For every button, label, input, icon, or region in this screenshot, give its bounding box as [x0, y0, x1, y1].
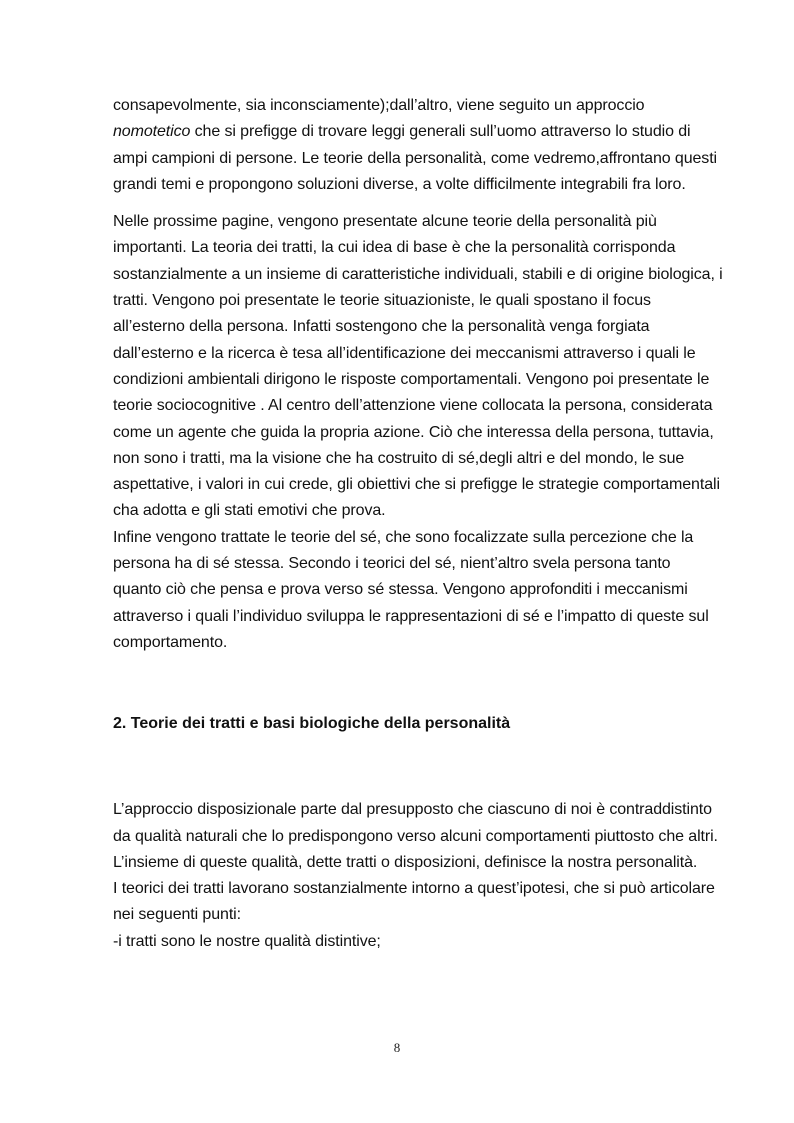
paragraph-1-text-b: che si prefigge di trovare leggi generali sull’uomo attraverso lo studio di ampi campioni di persone. Le teorie della personalità, come vedremo,affrontano questi grandi temi e propongono soluzioni diverse, a volte difficilmente integrabili fra loro.	[113, 123, 718, 193]
document-body	[113, 93, 723, 955]
paragraph-1	[113, 93, 723, 198]
paragraph-2: Nelle prossime pagine, vengono presentate alcune teorie della personalità più importanti. La teoria dei tratti, la cui idea di base è che la personalità corrisponda sostanzialmente a un insieme di caratteristiche individuali, stabili e di origine biologica, i tratti. Vengono poi presentate le teorie situazioniste, le quali spostano il focus all’esterno della persona. Infatti sostengono che la personalità venga forgiata dall’esterno e la ricerca è tesa all’identificazione dei meccanismi attraverso i quali le condizioni ambientali dirigono le risposte comportamentali. Vengono poi presentate le teorie sociocognitive . Al centro dell’attenzione viene collocata la persona, considerata come un agente che guida la propria azione. Ciò che interessa della persona, tuttavia, non sono i tratti, ma la visione che ha costruito di sé,degli altri e del mondo, le sue aspettative, i valori in cui crede, gli obiettivi che si prefigge le strategie comportamentali cha adotta e gli stati emotivi che prova.	[113, 213, 723, 520]
paragraph-1-italic-term: nomotetico	[113, 123, 191, 141]
paragraph-4: L’approccio disposizionale parte dal presupposto che ciascuno di noi è contraddistinto da qualità naturali che lo predispongono verso alcuni comportamenti piuttosto che altri. L’insieme di queste qualità, dette tratti o disposizioni, definisce la nostra personalità.	[113, 801, 718, 871]
paragraph-3: Infine vengono trattate le teorie del sé, che sono focalizzate sulla percezione che la persona ha di sé stessa. Secondo i teorici del sé, nient’altro svela persona tanto quanto ciò che pensa e prova verso sé stessa. Vengono approfonditi i meccanismi attraverso i quali l’individuo sviluppa le rappresentazioni di sé e l’impatto di queste sul comportamento.	[113, 528, 709, 651]
section-heading: 2. Teorie dei tratti e basi biologiche della personalità	[113, 715, 511, 733]
paragraph-1-text-a: consapevolmente, sia inconsciamente);dall’altro, viene seguito un approccio	[113, 97, 645, 114]
paragraph-5: I teorici dei tratti lavorano sostanzialmente intorno a quest’ipotesi, che si può articolare nei seguenti punti:	[113, 880, 715, 924]
paragraph-6: -i tratti sono le nostre qualità distintive;	[113, 932, 381, 950]
page-number: 8	[393, 1040, 401, 1055]
